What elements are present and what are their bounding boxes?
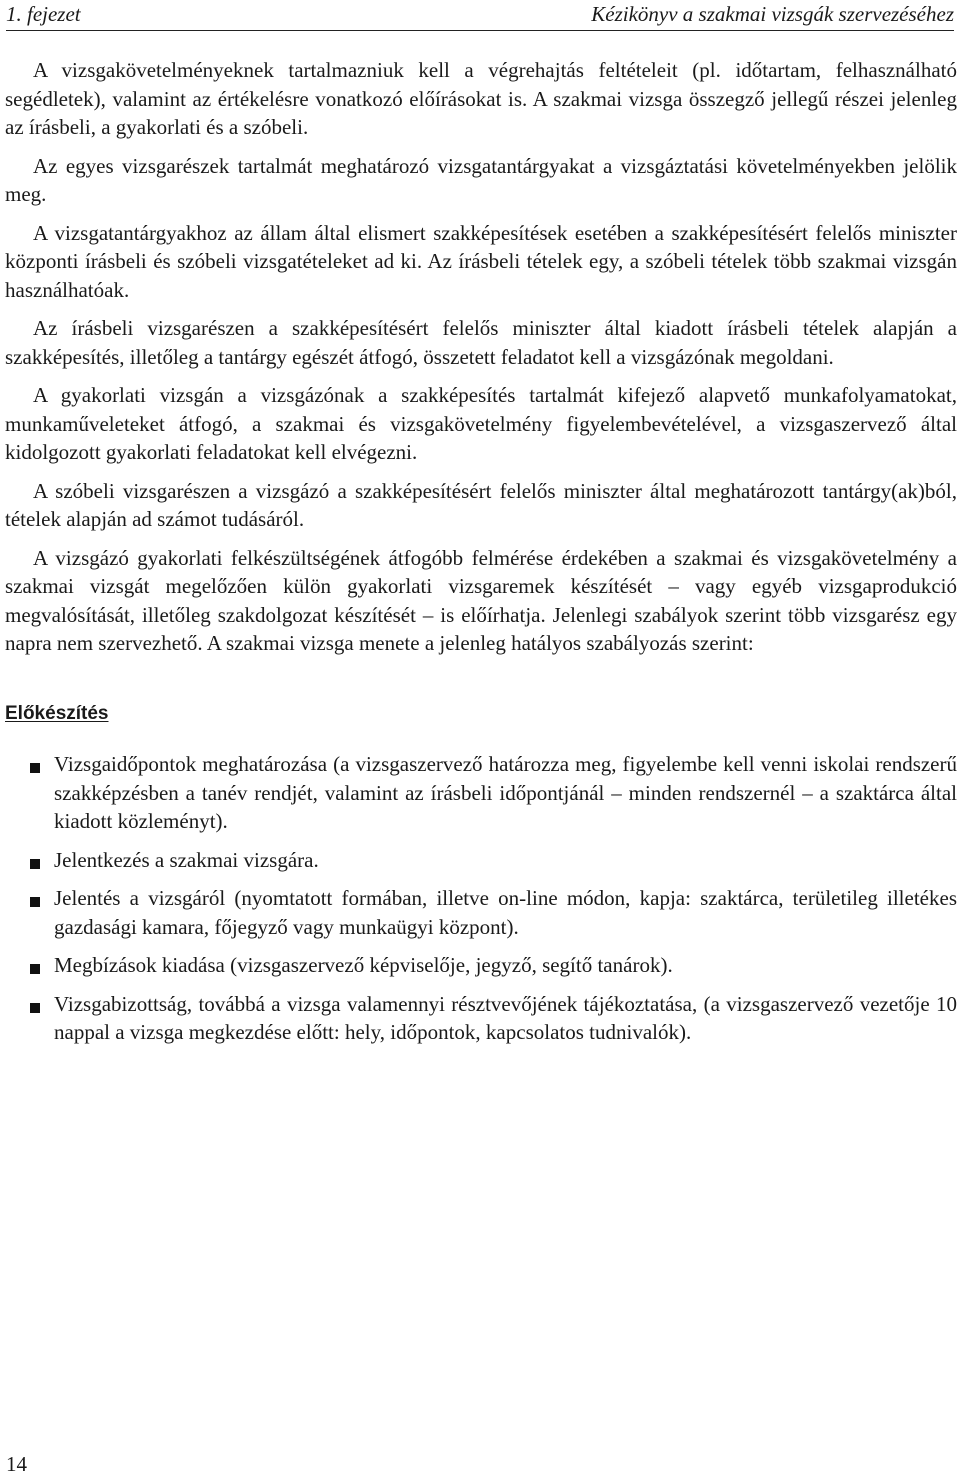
- list-item: [5, 884, 957, 941]
- square-bullet-icon: [30, 763, 40, 773]
- paragraph: Az egyes vizsgarészek tartalmát meghatározó vizsgatantárgyakat a vizsgáztatási követelményekben jelölik meg.: [5, 153, 957, 206]
- square-bullet-icon: [30, 897, 40, 907]
- list-item: [5, 951, 957, 980]
- list-item-text: Jelentkezés a szakmai vizsgára.: [54, 847, 319, 872]
- paragraph: A vizsgázó gyakorlati felkészültségének átfogóbb felmérése érdekében a szakmai és vizsgakövetelmény a szakmai vizsgát megelőzően külön gyakorlati vizsgaremek készítését – vagy egyéb vizsgaprodukció megvalósítását, illetőleg szakdolgozat készítését – is előírhatja. Jelenlegi szabályok szerint több vizsgarész egy napra nem szervezhető. A szakmai vizsga menete a jelenleg hatályos szabályozás szerint:: [5, 545, 957, 655]
- list-item-text: Vizsgaidőpontok meghatározása (a vizsgaszervező határozza meg, figyelembe kell venni iskolai rendszerű szakképzésben a tanév rendjét, valamint az írásbeli időpontjánál – minden rendszernél – a szaktárca által kiadott közleményt).: [54, 752, 957, 833]
- bullet-list: [5, 750, 957, 1047]
- chapter-label: 1. fejezet: [6, 2, 81, 26]
- paragraph: Az írásbeli vizsgarészen a szakképesítésért felelős miniszter által kiadott írásbeli tételek alapján a szakképesítés, illetőleg a tantárgy egészét átfogó, összetett feladatot kell a vizsgázónak megoldani.: [5, 316, 957, 369]
- list-item-text: Jelentés a vizsgáról (nyomtatott formában, illetve on-line módon, kapja: szaktárca, területileg illetékes gazdasági kamara, főjegyző vagy munkaügyi központ).: [54, 886, 957, 939]
- list-item-text: Megbízások kiadása (vizsgaszervező képviselője, jegyző, segítő tanárok).: [54, 953, 673, 977]
- page-number: 14: [6, 1452, 27, 1476]
- list-item: [5, 846, 957, 875]
- section-heading: Előkészítés: [5, 702, 109, 724]
- running-header: [6, 0, 954, 31]
- square-bullet-icon: [30, 859, 40, 869]
- list-item: [5, 750, 957, 836]
- list-item: [5, 990, 957, 1047]
- paragraph: A gyakorlati vizsgán a vizsgázónak a szakképesítés tartalmát kifejező alapvető munkafolyamatokat, munkaműveleteket átfogó, a szakmai és vizsgakövetelmény figyelembevételével, a vizsgaszervező által kidolgozott gyakorlati feladatokat kell elvégezni.: [5, 383, 957, 464]
- list-item-text: Vizsgabizottság, továbbá a vizsga valamennyi résztvevőjének tájékoztatása, (a vizsgaszervező vezetője 10 nappal a vizsga megkezdése előtt: hely, időpontok, kapcsolatos tudnivalók).: [54, 991, 957, 1044]
- paragraph: A vizsgatantárgyakhoz az állam által elismert szakképesítések esetében a szakképesítésért felelős miniszter központi írásbeli és szóbeli vizsgatételeket ad ki. Az írásbeli tételek egy, a szóbeli tételek több szakmai vizsgán használhatóak.: [5, 220, 957, 302]
- body-text: [5, 56, 957, 1057]
- square-bullet-icon: [30, 1003, 40, 1013]
- book-title: Kézikönyv a szakmai vizsgák szervezéséhez: [591, 2, 954, 26]
- square-bullet-icon: [30, 964, 40, 974]
- paragraph: A szóbeli vizsgarészen a vizsgázó a szakképesítésért felelős miniszter által meghatározott tantárgy(ak)ból, tételek alapján ad számot tudásáról.: [5, 478, 957, 531]
- paragraph: A vizsgakövetelményeknek tartalmazniuk kell a végrehajtás feltételeit (pl. időtartam, felhasználható segédletek), valamint az értékelésre vonatkozó előírásokat is. A szakmai vizsga összegző jellegű részei jelenleg az írásbeli, a gyakorlati és a szóbeli.: [5, 58, 957, 139]
